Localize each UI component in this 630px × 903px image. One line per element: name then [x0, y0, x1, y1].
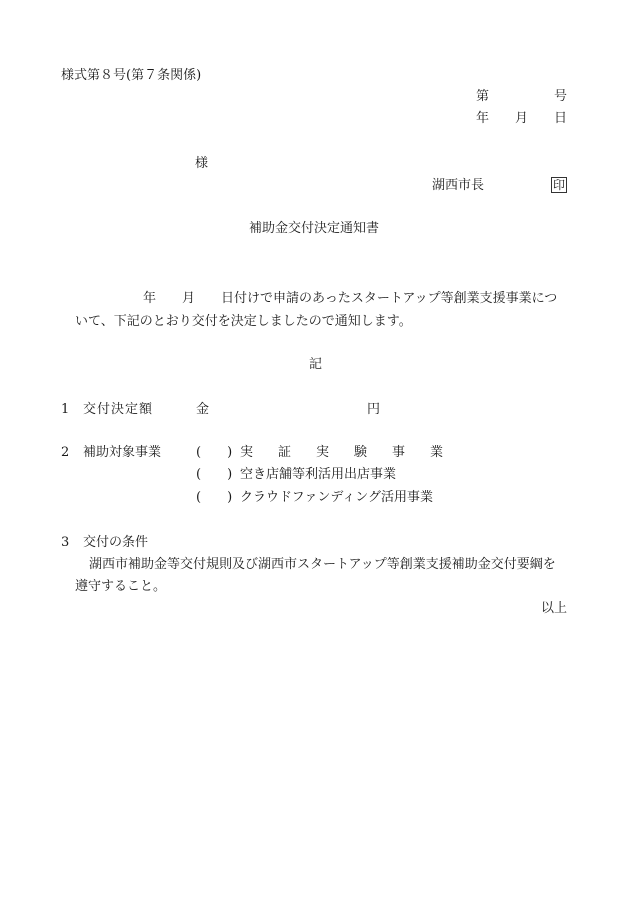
item3-line2: 遵守すること。 [75, 579, 167, 594]
item2-label: 補助対象事業 [83, 445, 162, 460]
option2-text: 空き店舗等利活用出店事業 [240, 467, 397, 482]
option1-char: 業 [430, 445, 444, 460]
doc-number-prefix: 第 [476, 89, 490, 104]
date-month: 月 [515, 111, 529, 126]
body-year: 年 [143, 291, 157, 306]
date-day: 日 [554, 111, 568, 126]
option1-char: 事 [392, 445, 406, 460]
form-number: 様式第８号(第７条関係) [61, 68, 202, 83]
seal-stamp [551, 177, 567, 193]
option2-paren: ( ) [196, 467, 233, 482]
option3-paren: ( ) [196, 490, 233, 505]
body-line1: 日付けで申請のあったスタートアップ等創業支援事業につ [221, 291, 558, 306]
option3-text: クラウドファンディング活用事業 [240, 490, 434, 505]
option1-char: 実 [316, 445, 330, 460]
body-line2: いて、下記のとおり交付を決定しましたので通知します。 [75, 314, 412, 329]
option1-char: 実 [240, 445, 254, 460]
body-month: 月 [182, 291, 196, 306]
item1-en: 円 [367, 402, 381, 417]
doc-number-suffix: 号 [554, 89, 568, 104]
ki-heading: 記 [309, 357, 323, 372]
date-year: 年 [476, 111, 490, 126]
item3-number: 3 [61, 535, 70, 550]
item1-number: 1 [61, 402, 70, 417]
item2-number: 2 [61, 445, 70, 460]
document-title: 補助金交付決定通知書 [249, 221, 380, 236]
option1-paren: ( ) [196, 445, 233, 460]
item1-label: 交付決定額 [83, 402, 154, 417]
issuer-name: 湖西市長 [432, 178, 485, 193]
option1-char: 験 [354, 445, 368, 460]
item1-kin: 金 [196, 402, 210, 417]
closing-ijo: 以上 [541, 601, 568, 616]
item3-label: 交付の条件 [83, 535, 149, 550]
item3-line1: 湖西市補助金等交付規則及び湖西市スタートアップ等創業支援補助金交付要綱を [89, 557, 556, 572]
addressee-suffix: 様 [195, 156, 209, 171]
seal-mark: 印 [553, 178, 566, 192]
option1-char: 証 [278, 445, 292, 460]
option1-text [240, 446, 443, 459]
